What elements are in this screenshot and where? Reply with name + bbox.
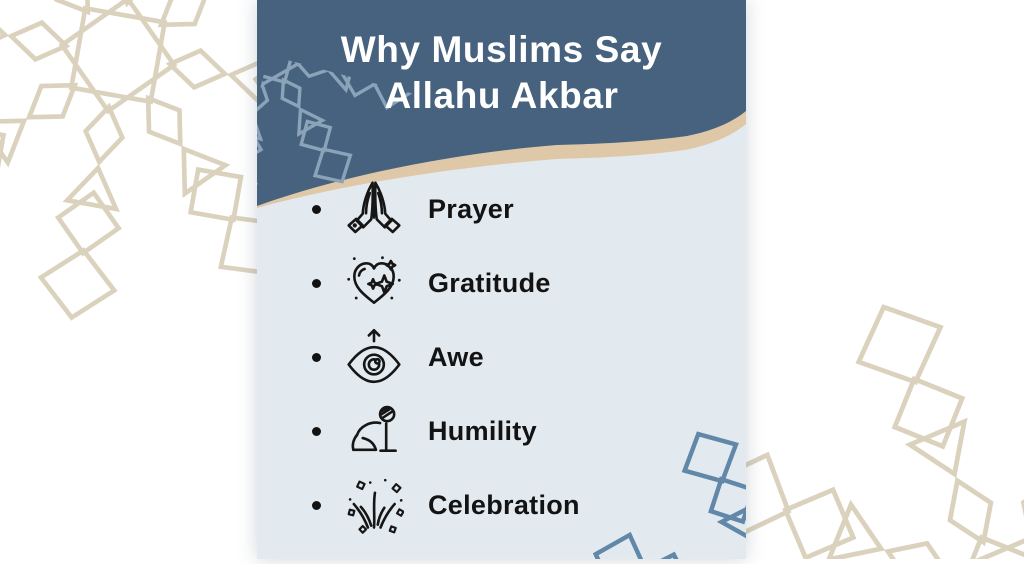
- sparkling-heart-icon: [342, 251, 406, 315]
- eye-upward-arrow-icon: [342, 325, 406, 389]
- bullet-dot: [312, 353, 321, 362]
- item-label-awe: Awe: [428, 341, 484, 372]
- list-item-prayer: [312, 172, 736, 246]
- item-label-prayer: Prayer: [428, 193, 514, 224]
- praying-hands-icon: [342, 177, 406, 241]
- bullet-dot: [312, 279, 321, 288]
- list-item-gratitude: [312, 246, 736, 320]
- title-line-1: Why Muslims Say: [340, 29, 663, 70]
- bullet-dot: [312, 427, 321, 436]
- prostration-icon: [342, 399, 406, 463]
- page-title: [257, 27, 746, 119]
- infographic-panel: [257, 0, 746, 559]
- item-label-humility: Humility: [428, 415, 537, 446]
- list-item-humility: [312, 394, 736, 468]
- list-item-awe: [312, 320, 736, 394]
- item-label-celebration: Celebration: [428, 489, 580, 520]
- list-item-celebration: [312, 468, 736, 542]
- bullet-dot: [312, 205, 321, 214]
- reasons-list: [312, 172, 736, 542]
- item-label-gratitude: Gratitude: [428, 267, 551, 298]
- bullet-dot: [312, 501, 321, 510]
- title-line-2: Allahu Akbar: [384, 75, 619, 116]
- confetti-burst-icon: [342, 473, 406, 537]
